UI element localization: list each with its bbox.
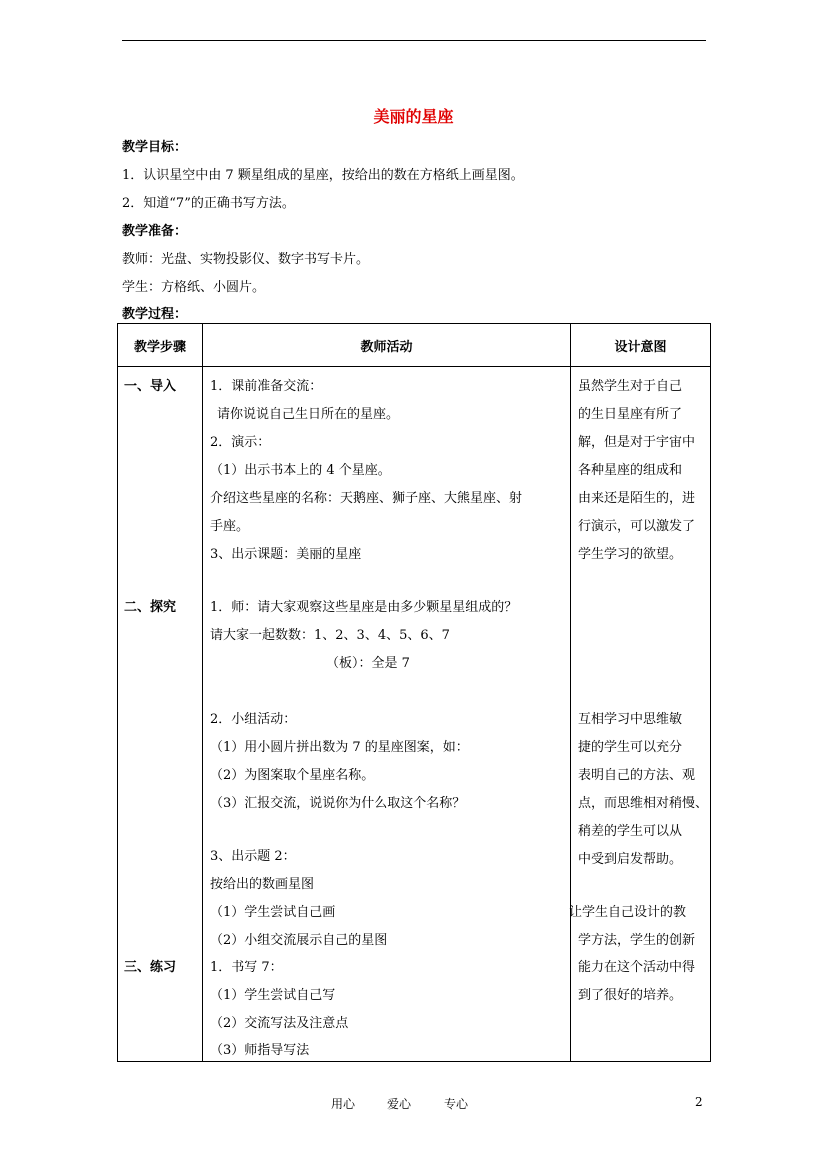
step-explore: 二、探究 — [124, 600, 177, 615]
intent-line: 学生学习的欲望。 — [578, 547, 683, 562]
footer-word: 爱心 — [387, 1097, 412, 1111]
intent-line: 各种星座的组成和 — [578, 463, 683, 478]
prep-teacher: 教师：光盘、实物投影仪、数字书写卡片。 — [122, 252, 370, 267]
footer-word: 用心 — [331, 1097, 356, 1111]
table-body-row — [118, 367, 711, 1062]
goals-heading: 教学目标： — [122, 140, 188, 155]
activity-line: 请大家一起数数：1、2、3、4、5、6、7 — [210, 628, 450, 643]
process-heading: 教学过程： — [122, 307, 188, 322]
goal-item-1: 1．认识星空中由 7 颗星组成的星座，按给出的数在方格纸上画星图。 — [122, 168, 524, 183]
activity-line: 3、出示课题：美丽的星座 — [210, 547, 362, 562]
activity-line: 1．课前准备交流： — [210, 379, 323, 394]
page-title: 美丽的星座 — [373, 107, 454, 126]
activity-line: （1）用小圆片拼出数为 7 的星座图案，如： — [210, 740, 469, 755]
activity-line: （板）：全是 7 — [326, 656, 410, 671]
intent-line: 表明自己的方法、观 — [578, 768, 696, 783]
intent-line: 虽然学生对于自己 — [578, 379, 683, 394]
intent-line: 互相学习中思维敏 — [578, 712, 683, 727]
intent-line: 点，而思维相对稍慢、 — [578, 796, 709, 811]
intent-column — [571, 367, 710, 1061]
activity-line: （2）交流写法及注意点 — [210, 1016, 349, 1031]
activity-line: 1．书写 7： — [210, 960, 283, 975]
intent-line: 让学生自己设计的教 — [569, 905, 687, 920]
activity-line: （3）汇报交流，说说你为什么取这个名称？ — [210, 796, 466, 811]
prep-heading: 教学准备： — [122, 224, 188, 239]
activity-line: 介绍这些星座的名称：天鹅座、狮子座、大熊星座、射 — [210, 491, 523, 506]
activity-line: 1．师：请大家观察这些星座是由多少颗星星组成的？ — [210, 600, 518, 615]
intent-line: 由来还是陌生的，进 — [578, 491, 696, 506]
step-intro: 一、导入 — [124, 379, 177, 394]
intent-line: 中受到启发帮助。 — [578, 852, 683, 867]
activity-line: （2）为图案取个星座名称。 — [210, 768, 375, 783]
intent-line: 稍差的学生可以从 — [578, 824, 683, 839]
intent-line: 的生日星座有所了 — [578, 407, 683, 422]
table-header-row — [118, 324, 711, 367]
steps-column — [118, 367, 202, 1061]
intent-line: 捷的学生可以充分 — [578, 740, 683, 755]
activity-line: （3）师指导写法 — [210, 1043, 310, 1058]
step-practice: 三、练习 — [124, 960, 177, 975]
activity-line: 2．演示： — [210, 435, 271, 450]
intent-line: 解，但是对于宇宙中 — [578, 435, 696, 450]
page-number: 2 — [695, 1095, 703, 1109]
activity-line: （1）学生尝试自己画 — [210, 905, 336, 920]
intent-line: 到了很好的培养。 — [578, 988, 683, 1003]
header-activities: 教师活动 — [203, 324, 571, 367]
header-steps: 教学步骤 — [118, 324, 203, 367]
lesson-table — [117, 323, 711, 1062]
intent-line: 学方法，学生的创新 — [578, 933, 696, 948]
activity-line: 请你说说自己生日所在的星座。 — [217, 407, 400, 422]
footer-word: 专心 — [444, 1097, 469, 1111]
header-rule — [122, 40, 706, 41]
activity-line: （1）出示书本上的 4 个星座。 — [210, 463, 391, 478]
activity-line: 3、出示题 2： — [210, 849, 296, 864]
activity-line: 2．小组活动： — [210, 712, 297, 727]
activity-line: 手座。 — [210, 519, 250, 534]
prep-student: 学生：方格纸、小圆片。 — [122, 280, 266, 295]
activity-line: 按给出的数画星图 — [210, 877, 315, 892]
intent-line: 能力在这个活动中得 — [578, 960, 696, 975]
activities-column — [203, 367, 570, 1061]
intent-line: 行演示，可以激发了 — [578, 519, 696, 534]
activity-line: （1）学生尝试自己写 — [210, 988, 336, 1003]
activity-line: （2）小组交流展示自己的星图 — [210, 933, 388, 948]
goal-item-2: 2．知道“7”的正确书写方法。 — [122, 196, 295, 211]
header-intent: 设计意图 — [571, 324, 711, 367]
